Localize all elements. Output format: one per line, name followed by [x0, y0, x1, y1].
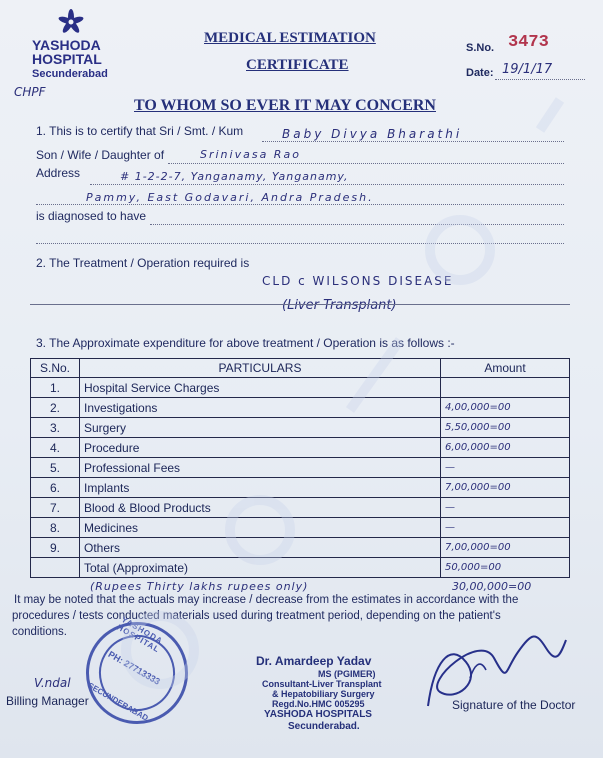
- date-label: Date:: [466, 67, 494, 79]
- doctor-name: Dr. Amardeep Yadav: [256, 654, 372, 668]
- doctor-qualification: MS (PGIMER): [318, 669, 376, 679]
- logo-line2: HOSPITAL: [32, 51, 102, 67]
- stamp-phone: PH: 27713333: [106, 649, 162, 687]
- row-amount: 7,00,000=00: [441, 478, 570, 498]
- note-line-3: conditions.: [12, 626, 67, 638]
- diagnosed-label: is diagnosed to have: [36, 209, 147, 223]
- date-line: [495, 79, 585, 80]
- relation-label: Son / Wife / Daughter of: [36, 148, 165, 162]
- logo-line3: Secunderabad: [32, 68, 108, 80]
- billing-signature: V.ndal: [34, 676, 71, 690]
- table-row: [31, 398, 570, 418]
- logo-line1: YASHODA: [32, 37, 101, 53]
- row-particular: Hospital Service Charges: [80, 378, 441, 398]
- row-sno: 6.: [31, 478, 80, 498]
- treatment-line-1: CLD c WILSONS DISEASE: [262, 274, 454, 288]
- certify-label: 1. This is to certify that Sri / Smt. / Kum: [36, 124, 244, 138]
- row-amount: 7,00,000=00: [441, 538, 570, 558]
- row-particular: Others: [80, 538, 441, 558]
- address-line-1: [90, 184, 564, 185]
- doctor-role-2: & Hepatobiliary Surgery: [272, 689, 375, 699]
- row-sno: 4.: [31, 438, 80, 458]
- table-row: [31, 498, 570, 518]
- row-amount: 6,00,000=00: [441, 438, 570, 458]
- stamp-top-text: YASHODA HOSPITAL: [115, 614, 165, 655]
- doctor-registration: Regd.No.HMC 005295: [272, 699, 365, 709]
- serial-number: 3473: [508, 33, 549, 52]
- doctor-city: Secunderabad.: [288, 721, 360, 732]
- doctor-role-1: Consultant-Liver Transplant: [262, 679, 382, 689]
- row-sno: 3.: [31, 418, 80, 438]
- hospital-logo: [30, 8, 120, 80]
- col-particulars-header: PARTICULARS: [80, 359, 441, 378]
- stamp-bottom-text: SECUNDERABAD: [86, 680, 150, 723]
- row-particular: Surgery: [80, 418, 441, 438]
- row-particular: Procedure: [80, 438, 441, 458]
- row-amount: 4,00,000=00: [441, 398, 570, 418]
- address-value-1: # 1-2-2-7, Yanganamy, Yanganamy,: [120, 170, 349, 183]
- hospital-stamp: [67, 603, 206, 742]
- row-amount: —: [441, 458, 570, 478]
- total-extra: 50,000=00: [441, 558, 570, 578]
- address-label: Address: [36, 166, 81, 180]
- table-row: [31, 518, 570, 538]
- table-row: [31, 418, 570, 438]
- table-header-row: [31, 359, 570, 378]
- total-label: Total (Approximate): [80, 558, 441, 578]
- parent-name: Srinivasa Rao: [200, 148, 301, 161]
- billing-manager-label: Billing Manager: [6, 694, 89, 708]
- note-line-1: It may be noted that the actuals may increase / decrease from the estimates in accordance with the: [14, 594, 519, 606]
- treatment-rule: [30, 304, 570, 305]
- row-amount: —: [441, 518, 570, 538]
- row-particular: Medicines: [80, 518, 441, 538]
- address-value-2: Pammy, East Godavari, Andra Pradesh.: [86, 191, 374, 204]
- treatment-line-2: (Liver Transplant): [282, 298, 397, 313]
- expenditure-label: 3. The Approximate expenditure for above treatment / Operation is as follows :-: [36, 336, 455, 350]
- total-row: [31, 558, 570, 578]
- row-amount: [441, 378, 570, 398]
- row-sno: 8.: [31, 518, 80, 538]
- patient-name: Baby Divya Bharathi: [282, 127, 463, 141]
- row-sno: 7.: [31, 498, 80, 518]
- date-value: 19/1/17: [502, 62, 553, 77]
- treatment-label: 2. The Treatment / Operation required is: [36, 256, 250, 270]
- table-row: [31, 378, 570, 398]
- row-amount: 5,50,000=00: [441, 418, 570, 438]
- parent-line: [168, 163, 564, 164]
- row-particular: Blood & Blood Products: [80, 498, 441, 518]
- table-row: [31, 458, 570, 478]
- row-sno: 5.: [31, 458, 80, 478]
- table-row: [31, 478, 570, 498]
- amount-in-words: (Rupees Thirty lakhs rupees only): [90, 580, 309, 593]
- table-row: [31, 438, 570, 458]
- note-line-2: procedures / tests conducted materials used during treatment period, depending on the patient's: [12, 610, 501, 622]
- row-amount: —: [441, 498, 570, 518]
- serial-label: S.No.: [466, 42, 495, 54]
- address-line-2: [36, 204, 564, 205]
- concern-heading: TO WHOM SO EVER IT MAY CONCERN: [134, 97, 436, 114]
- total-value: 30,00,000=00: [452, 580, 532, 593]
- col-amount-header: Amount: [441, 359, 570, 378]
- row-particular: Investigations: [80, 398, 441, 418]
- lotus-icon: [56, 8, 86, 36]
- row-particular: Professional Fees: [80, 458, 441, 478]
- row-sno: 9.: [31, 538, 80, 558]
- document-subtitle: CERTIFICATE: [246, 57, 349, 73]
- diagnosed-line-2: [36, 243, 564, 244]
- row-sno: 1.: [31, 378, 80, 398]
- expenditure-table: [30, 358, 570, 578]
- table-row: [31, 538, 570, 558]
- row-particular: Implants: [80, 478, 441, 498]
- row-sno: 2.: [31, 398, 80, 418]
- margin-note: CHPF: [14, 85, 46, 99]
- diagnosed-line: [150, 224, 564, 225]
- name-line: [262, 141, 564, 142]
- col-sno-header: S.No.: [31, 359, 80, 378]
- doctor-hospital: YASHODA HOSPITALS: [264, 709, 372, 720]
- doctor-signature-label: Signature of the Doctor: [452, 698, 576, 712]
- document-title: MEDICAL ESTIMATION: [204, 30, 376, 46]
